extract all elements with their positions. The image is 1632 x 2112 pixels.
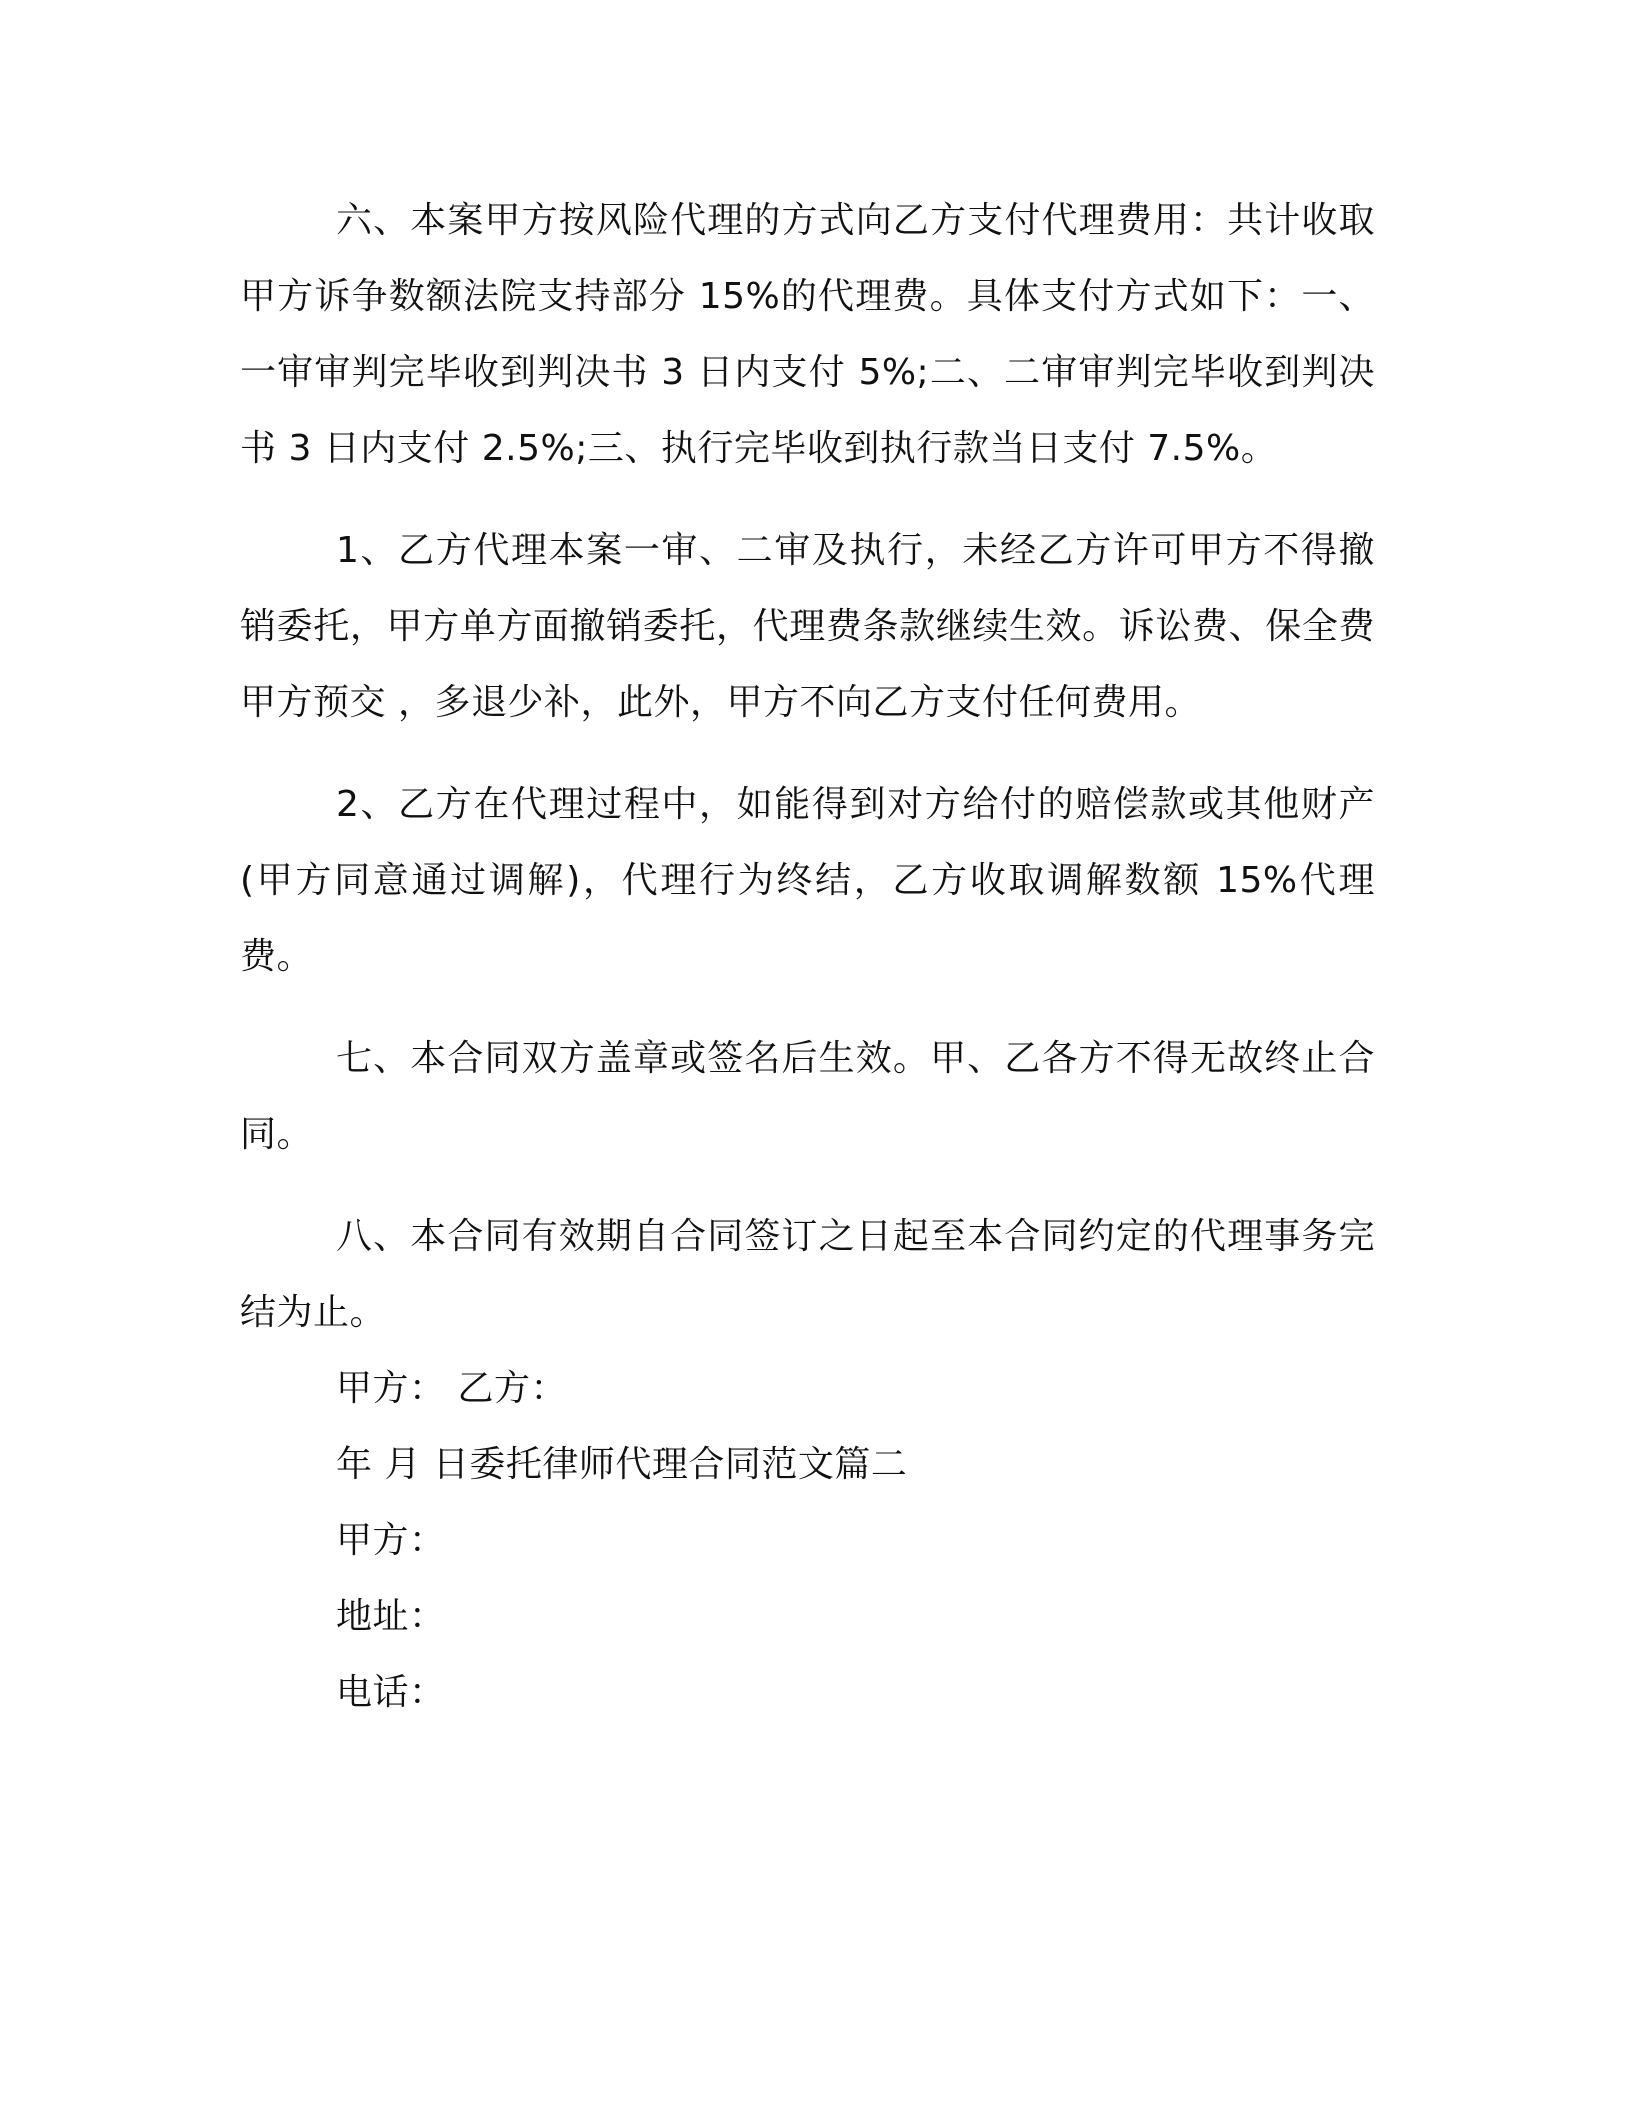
party-a-field: 甲方： — [336, 1520, 446, 1561]
phone-field: 电话： — [336, 1672, 446, 1713]
document-body — [240, 183, 1375, 1731]
clause-eight: 八、本合同有效期自合同签订之日起至本合同约定的代理事务完结为止。 — [240, 1216, 1375, 1333]
address-field: 地址： — [336, 1596, 446, 1637]
date-and-next-contract-title: 年 月 日委托律师代理合同范文篇二 — [336, 1444, 908, 1485]
clause-seven: 七、本合同双方盖章或签名后生效。甲、乙各方不得无故终止合同。 — [240, 1038, 1375, 1155]
signature-line: 甲方： 乙方： — [336, 1368, 567, 1409]
clause-six-sub-2: 2、乙方在代理过程中，如能得到对方给付的赔偿款或其他财产(甲方同意通过调解)，代理行为终结，乙方收取调解数额 15%代理费。 — [240, 784, 1375, 977]
clause-six-payment: 六、本案甲方按风险代理的方式向乙方支付代理费用：共计收取甲方诉争数额法院支持部分 15%的代理费。具体支付方式如下：一、一审审判完毕收到判决书 3 日内支付 5%;二、二审审判完毕收到判决书 3 日内支付 2.5%;三、执行完毕收到执行款当日支付 7.5%。 — [240, 200, 1375, 469]
clause-six-sub-1: 1、乙方代理本案一审、二审及执行，未经乙方许可甲方不得撤销委托，甲方单方面撤销委托，代理费条款继续生效。诉讼费、保全费甲方预交 ，多退少补，此外，甲方不向乙方支付任何费用。 — [240, 530, 1375, 723]
